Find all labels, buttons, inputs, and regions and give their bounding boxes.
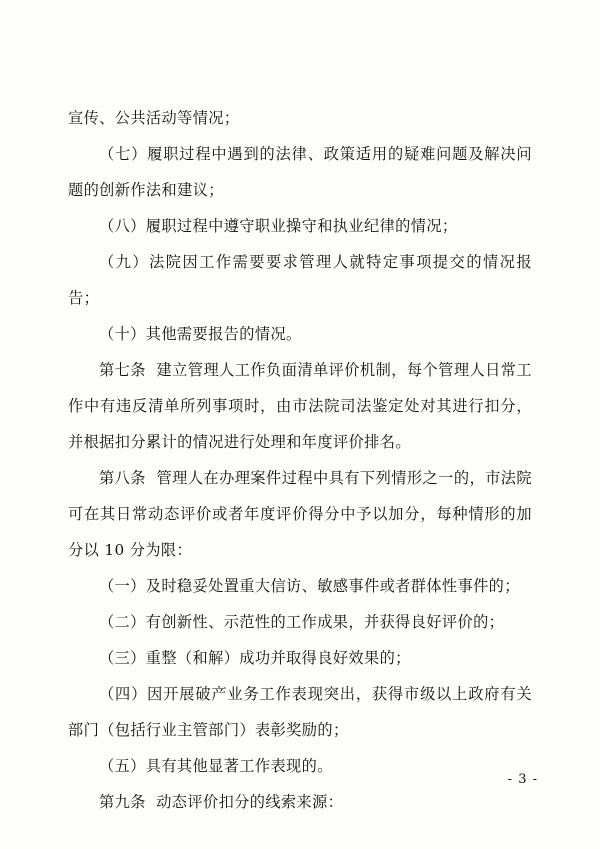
paragraph: 第七条 建立管理人工作负面清单评价机制，每个管理人日常工作中有违反清单所列事项时，由市法院司法鉴定处对其进行扣分，并根据扣分累计的情况进行处理和年度评价排名。	[68, 361, 532, 451]
paragraph: （二）有创新性、示范性的工作成果，并获得良好评价的；	[99, 613, 505, 631]
paragraph: （九）法院因工作需要要求管理人就特定事项提交的情况报告；	[68, 253, 532, 307]
paragraph: 第九条 动态评价扣分的线索来源：	[99, 793, 344, 811]
page-number: - 3 -	[507, 772, 538, 787]
paragraph: （一）及时稳妥处置重大信访、敏感事件或者群体性事件的；	[99, 577, 520, 595]
paragraph: （七）履职过程中遇到的法律、政策适用的疑难问题及解决问题的创新作法和建议；	[68, 145, 532, 199]
paragraph: （五）具有其他显著工作表现的。	[99, 757, 333, 775]
paragraph: （三）重整（和解）成功并取得良好效果的；	[99, 649, 411, 667]
document-body	[68, 100, 532, 820]
paragraph: （四）因开展破产业务工作表现突出，获得市级以上政府有关部门（包括行业主管部门）表彰奖励的；	[68, 685, 532, 739]
paragraph: （八）履职过程中遵守职业操守和执业纪律的情况；	[99, 217, 458, 235]
paragraph: 第八条 管理人在办理案件过程中具有下列情形之一的，市法院可在其日常动态评价或者年度评价得分中予以加分，每种情形的加分以 10 分为限：	[68, 469, 532, 559]
paragraph: （十）其他需要报告的情况。	[99, 325, 302, 343]
paragraph: 宣传、公共活动等情况；	[68, 109, 240, 127]
